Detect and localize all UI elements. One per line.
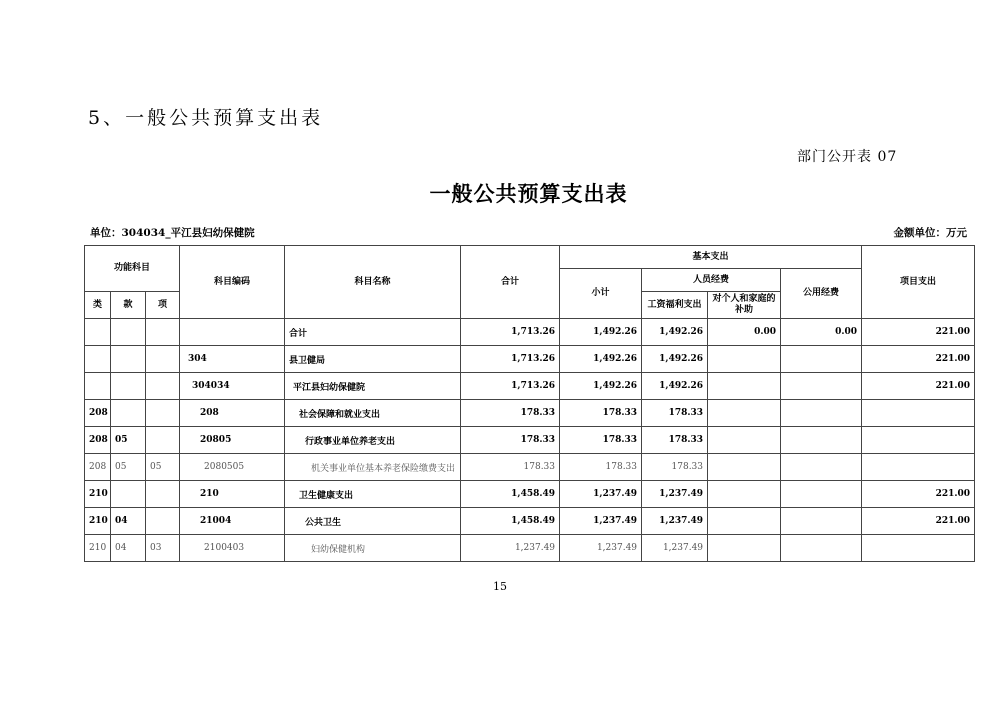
cell-code: 2100403 [180, 535, 285, 562]
cell-family [708, 400, 781, 427]
cell-subtotal: 1,492.26 [560, 373, 642, 400]
cell-public [781, 535, 862, 562]
cell-lei [85, 346, 111, 373]
cell-wages: 1,492.26 [642, 319, 708, 346]
table-row [85, 508, 975, 535]
cell-subtotal: 1,237.49 [560, 481, 642, 508]
header-family-subsidy: 对个人和家庭的补助 [708, 292, 781, 319]
header-basic-expenditure: 基本支出 [560, 246, 862, 269]
cell-wages: 1,492.26 [642, 346, 708, 373]
cell-name: 行政事业单位养老支出 [285, 427, 461, 454]
header-wages: 工资福利支出 [642, 292, 708, 319]
cell-total: 1,458.49 [461, 508, 560, 535]
cell-family [708, 373, 781, 400]
cell-lei [85, 373, 111, 400]
cell-wages: 1,492.26 [642, 373, 708, 400]
table-row [85, 400, 975, 427]
cell-xiang: 05 [146, 454, 180, 481]
cell-wages: 178.33 [642, 427, 708, 454]
unit-label: 单位：304034_平江县妇幼保健院 [90, 227, 255, 239]
cell-family [708, 427, 781, 454]
cell-family [708, 535, 781, 562]
form-number: 部门公开表 07 [797, 149, 898, 165]
money-unit-label: 金额单位：万元 [893, 227, 967, 239]
cell-code: 304 [180, 346, 285, 373]
cell-total: 178.33 [461, 400, 560, 427]
budget-table [84, 245, 975, 562]
header-kuan: 款 [111, 292, 146, 319]
cell-name: 妇幼保健机构 [285, 535, 461, 562]
table-row [85, 535, 975, 562]
header-lei: 类 [85, 292, 111, 319]
cell-family [708, 481, 781, 508]
cell-name: 机关事业单位基本养老保险缴费支出 [285, 454, 461, 481]
cell-project [862, 454, 975, 481]
cell-code: 21004 [180, 508, 285, 535]
cell-public [781, 481, 862, 508]
cell-project: 221.00 [862, 319, 975, 346]
cell-kuan [111, 346, 146, 373]
cell-project [862, 400, 975, 427]
cell-project: 221.00 [862, 346, 975, 373]
cell-name: 公共卫生 [285, 508, 461, 535]
cell-name: 合计 [285, 319, 461, 346]
cell-total: 178.33 [461, 427, 560, 454]
cell-wages: 1,237.49 [642, 481, 708, 508]
cell-public [781, 454, 862, 481]
section-heading: 5、一般公共预算支出表 [88, 107, 324, 129]
cell-wages: 178.33 [642, 454, 708, 481]
cell-public [781, 400, 862, 427]
cell-name: 卫生健康支出 [285, 481, 461, 508]
cell-code: 210 [180, 481, 285, 508]
table-title: 一般公共预算支出表 [429, 181, 628, 206]
header-personnel: 人员经费 [642, 269, 781, 292]
cell-code: 20805 [180, 427, 285, 454]
header-subject-name: 科目名称 [285, 246, 461, 319]
cell-subtotal: 178.33 [560, 427, 642, 454]
cell-code: 2080505 [180, 454, 285, 481]
cell-kuan: 04 [111, 508, 146, 535]
cell-family [708, 508, 781, 535]
cell-family [708, 454, 781, 481]
header-total: 合计 [461, 246, 560, 319]
cell-subtotal: 178.33 [560, 454, 642, 481]
cell-total: 1,237.49 [461, 535, 560, 562]
table-row [85, 454, 975, 481]
cell-xiang [146, 319, 180, 346]
cell-kuan [111, 319, 146, 346]
cell-code: 208 [180, 400, 285, 427]
cell-name: 社会保障和就业支出 [285, 400, 461, 427]
cell-subtotal: 1,237.49 [560, 535, 642, 562]
cell-kuan: 04 [111, 535, 146, 562]
cell-public [781, 508, 862, 535]
cell-total: 1,713.26 [461, 346, 560, 373]
cell-public [781, 373, 862, 400]
cell-subtotal: 1,237.49 [560, 508, 642, 535]
cell-project [862, 427, 975, 454]
cell-total: 1,458.49 [461, 481, 560, 508]
header-public-funds: 公用经费 [781, 269, 862, 319]
cell-kuan [111, 481, 146, 508]
cell-lei [85, 319, 111, 346]
cell-lei: 208 [85, 427, 111, 454]
cell-wages: 1,237.49 [642, 508, 708, 535]
cell-total: 1,713.26 [461, 319, 560, 346]
cell-total: 1,713.26 [461, 373, 560, 400]
cell-xiang [146, 481, 180, 508]
cell-subtotal: 1,492.26 [560, 346, 642, 373]
cell-subtotal: 1,492.26 [560, 319, 642, 346]
header-subtotal: 小计 [560, 269, 642, 319]
cell-code [180, 319, 285, 346]
table-row [85, 346, 975, 373]
cell-project: 221.00 [862, 373, 975, 400]
cell-family [708, 346, 781, 373]
cell-kuan: 05 [111, 427, 146, 454]
cell-lei: 208 [85, 454, 111, 481]
cell-xiang [146, 346, 180, 373]
table-row [85, 373, 975, 400]
cell-lei: 210 [85, 481, 111, 508]
cell-lei: 210 [85, 508, 111, 535]
cell-lei: 208 [85, 400, 111, 427]
cell-xiang: 03 [146, 535, 180, 562]
cell-public [781, 346, 862, 373]
cell-public: 0.00 [781, 319, 862, 346]
table-row [85, 427, 975, 454]
header-subject-code: 科目编码 [180, 246, 285, 319]
cell-wages: 1,237.49 [642, 535, 708, 562]
header-project-expenditure: 项目支出 [862, 246, 975, 319]
cell-project: 221.00 [862, 508, 975, 535]
cell-xiang [146, 373, 180, 400]
cell-xiang [146, 400, 180, 427]
header-xiang: 项 [146, 292, 180, 319]
cell-kuan: 05 [111, 454, 146, 481]
table-row [85, 481, 975, 508]
cell-lei: 210 [85, 535, 111, 562]
cell-family: 0.00 [708, 319, 781, 346]
cell-name: 平江县妇幼保健院 [285, 373, 461, 400]
cell-public [781, 427, 862, 454]
table-row [85, 319, 975, 346]
cell-project: 221.00 [862, 481, 975, 508]
cell-xiang [146, 427, 180, 454]
cell-xiang [146, 508, 180, 535]
cell-kuan [111, 400, 146, 427]
cell-code: 304034 [180, 373, 285, 400]
cell-subtotal: 178.33 [560, 400, 642, 427]
cell-kuan [111, 373, 146, 400]
cell-project [862, 535, 975, 562]
cell-wages: 178.33 [642, 400, 708, 427]
cell-name: 县卫健局 [285, 346, 461, 373]
cell-total: 178.33 [461, 454, 560, 481]
page-number: 15 [493, 580, 507, 593]
header-function-subject: 功能科目 [85, 246, 180, 292]
